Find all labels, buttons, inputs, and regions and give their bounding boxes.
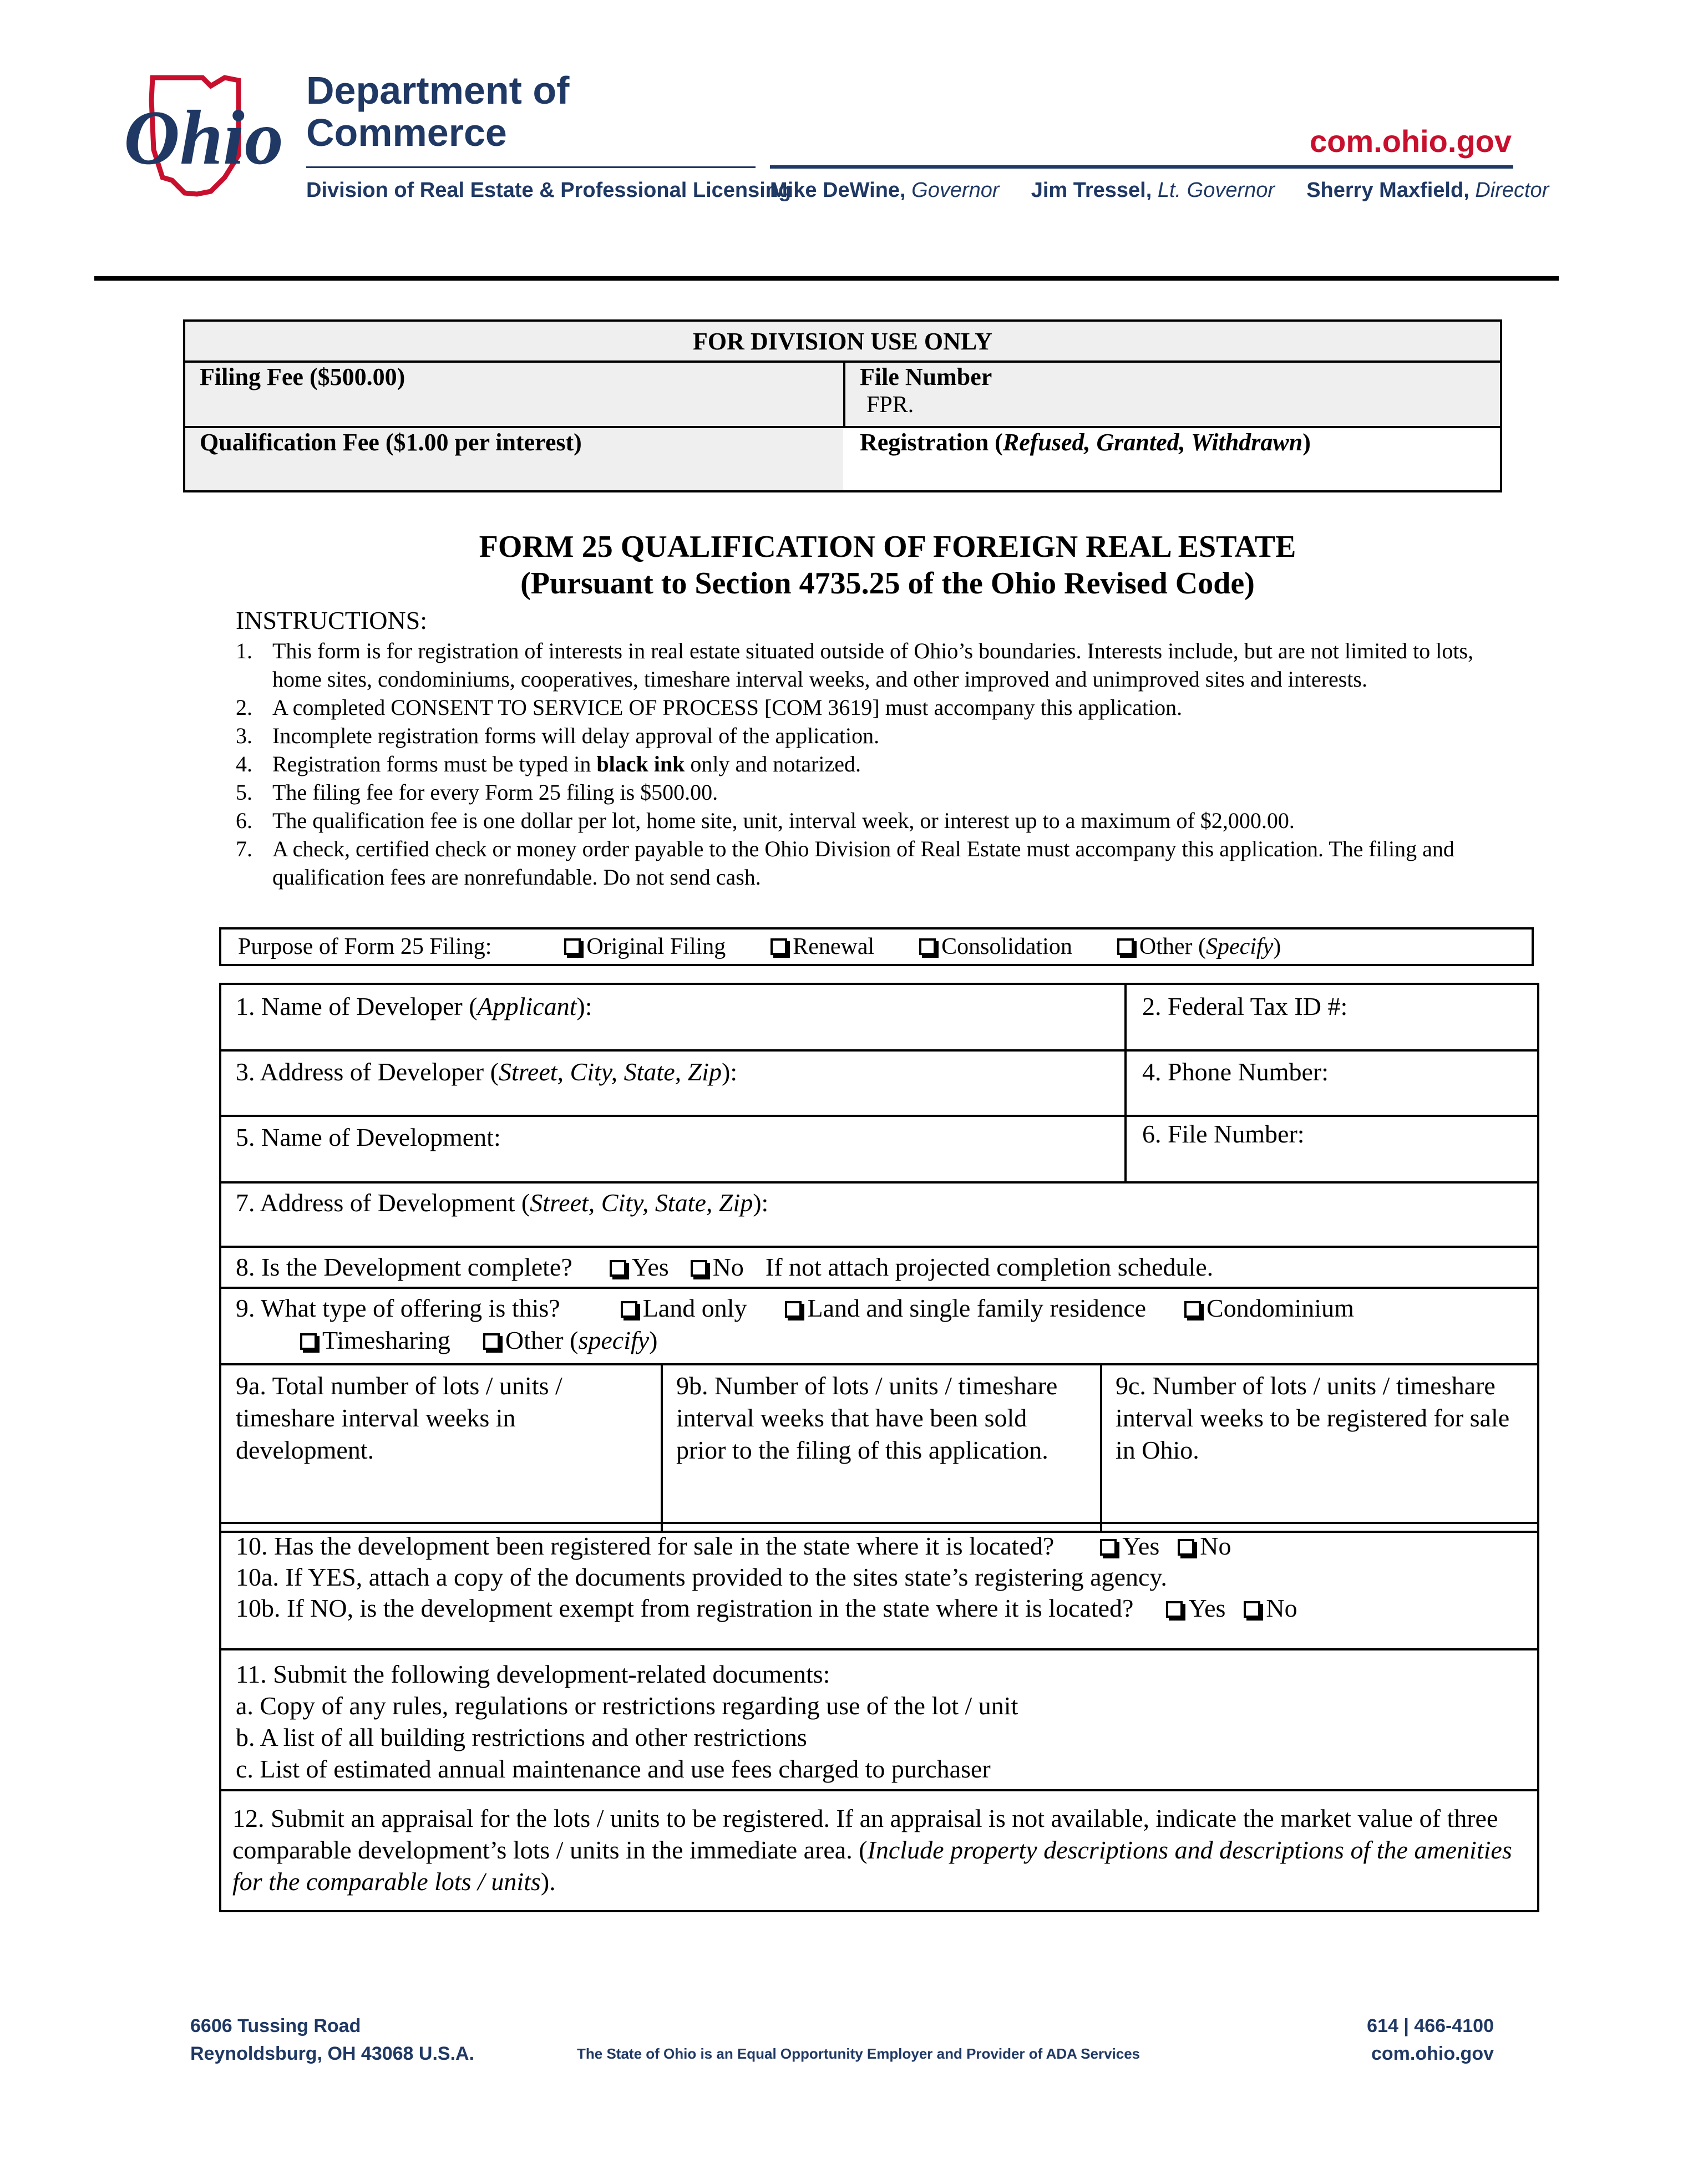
document-item: a. Copy of any rules, regulations or restrictions regarding use of the lot / unit: [236, 1692, 1018, 1720]
division-use-title: FOR DIVISION USE ONLY: [693, 328, 992, 355]
purpose-label: Purpose of Form 25 Filing:: [238, 934, 492, 959]
dept-name-line2: Commerce: [306, 111, 507, 154]
instructions-heading: INSTRUCTIONS:: [236, 606, 428, 634]
offering-other-checkbox[interactable]: Other (specify): [483, 1326, 658, 1354]
instruction-item: 4. Registration forms must be typed in black ink only and notarized.: [236, 751, 861, 776]
exempt-yes-checkbox[interactable]: Yes: [1166, 1594, 1225, 1622]
total-lots-field[interactable]: 9a. Total number of lots / units / timeshare interval weeks in development.: [236, 1372, 562, 1464]
director-name: Sherry Maxfield,: [1306, 179, 1469, 202]
instructions-list: [236, 637, 1514, 891]
header-rule-left: [306, 166, 756, 168]
registered-yes-checkbox[interactable]: Yes: [1100, 1532, 1159, 1560]
header-divider: [94, 276, 1559, 281]
exempt-question: 10b. If NO, is the development exempt from registration in the state where it is located?: [236, 1594, 1134, 1622]
purpose-row: [219, 927, 1534, 966]
dept-name-line1: Department of: [306, 69, 570, 112]
header-rule-right: [770, 165, 1513, 169]
document-item: b. A list of all building restrictions and other restrictions: [236, 1723, 807, 1751]
division-name: Division of Real Estate & Professional Licensing: [306, 179, 792, 202]
ohio-logo: [119, 67, 286, 200]
file-number-value[interactable]: FPR.: [866, 392, 914, 418]
governor-title: Governor: [911, 179, 1000, 202]
division-use-table: [183, 319, 1502, 492]
footer-website[interactable]: com.ohio.gov: [1371, 2043, 1494, 2064]
complete-yes-checkbox[interactable]: Yes: [610, 1253, 669, 1281]
development-address-field[interactable]: 7. Address of Development (Street, City, State, Zip):: [236, 1188, 769, 1217]
instruction-item: 1. This form is for registration of interests in real estate situated outside of Ohio’s boundaries. Interests include, but are not limited to lots, home sites, condominiums, cooperatives, timeshare interval weeks, and other improved and unimproved sites and interests.: [236, 638, 1474, 692]
instruction-item: 5. The filing fee for every Form 25 filing is $500.00.: [236, 780, 718, 805]
lot-counts-row: [219, 1363, 1539, 1533]
state-registration-question: 10. Has the development been registered for sale in the state where it is located?: [236, 1532, 1055, 1560]
header-website[interactable]: com.ohio.gov: [1310, 124, 1512, 159]
offering-condominium-checkbox[interactable]: Condominium: [1184, 1294, 1354, 1322]
registration-label: Registration (Refused, Granted, Withdrawn): [860, 429, 1311, 456]
file-number-field[interactable]: 6. File Number:: [1142, 1120, 1305, 1148]
development-complete-question: 8. Is the Development complete?: [236, 1253, 572, 1281]
footer-address-line1: 6606 Tussing Road: [190, 2015, 361, 2036]
file-number-label: File Number: [860, 363, 992, 390]
developer-address-field[interactable]: 3. Address of Developer (Street, City, State, Zip):: [236, 1058, 738, 1086]
governor-name: Mike DeWine,: [770, 179, 906, 202]
completion-note: If not attach projected completion schedule.: [765, 1253, 1214, 1281]
lt-governor-title: Lt. Governor: [1157, 179, 1275, 202]
svg-text:Ohio: Ohio: [124, 95, 283, 181]
documents-row: [219, 1648, 1539, 1791]
purpose-renewal-checkbox[interactable]: Renewal: [771, 934, 874, 959]
offering-timesharing-checkbox[interactable]: Timesharing: [300, 1326, 450, 1354]
registered-no-checkbox[interactable]: No: [1178, 1532, 1231, 1560]
instruction-item: 3. Incomplete registration forms will delay approval of the application.: [236, 723, 880, 748]
instruction-item: 2. A completed CONSENT TO SERVICE OF PROCESS [COM 3619] must accompany this application.: [236, 695, 1183, 720]
footer-phone[interactable]: 614 | 466-4100: [1367, 2015, 1494, 2036]
appraisal-row: [219, 1789, 1539, 1912]
filing-fee-label: Filing Fee ($500.00): [200, 363, 405, 390]
purpose-other-checkbox[interactable]: Other (Specify): [1117, 934, 1281, 959]
document-item: c. List of estimated annual maintenance and use fees charged to purchaser: [236, 1755, 991, 1783]
development-complete-row: [219, 1246, 1539, 1289]
instruction-item: 6. The qualification fee is one dollar per lot, home site, unit, interval week, or interest up to a maximum of $2,000.00.: [236, 808, 1295, 833]
footer-address-line2: Reynoldsburg, OH 43068 U.S.A.: [190, 2043, 475, 2064]
offering-land-checkbox[interactable]: Land only: [621, 1294, 747, 1322]
fields-table: [219, 983, 1539, 1248]
purpose-original-checkbox[interactable]: Original Filing: [564, 934, 726, 959]
complete-no-checkbox[interactable]: No: [691, 1253, 744, 1281]
ohio-registered-lots-field[interactable]: 9c. Number of lots / units / timeshare interval weeks to be registered for sale in Ohio.: [1116, 1372, 1510, 1464]
federal-tax-id-field[interactable]: 2. Federal Tax ID #:: [1142, 992, 1348, 1020]
offering-type-row: [219, 1287, 1539, 1365]
form-subtitle: (Pursuant to Section 4735.25 of the Ohio Revised Code): [520, 566, 1255, 601]
appraisal-instruction: 12. Submit an appraisal for the lots / units to be registered. If an appraisal is not available, indicate the market value of three comparable development’s lots / units in the immediate area. (Include property descriptions and descriptions of the amenities for the comparable lots / units).: [232, 1804, 1512, 1896]
director-title: Director: [1475, 179, 1549, 202]
offering-land-residence-checkbox[interactable]: Land and single family residence: [785, 1294, 1146, 1322]
registration-yes-note: 10a. If YES, attach a copy of the documents provided to the sites state’s registering agency.: [236, 1563, 1167, 1591]
state-registration-row: [219, 1522, 1539, 1650]
form-title: FORM 25 QUALIFICATION OF FOREIGN REAL ESTATE: [479, 530, 1296, 564]
offering-type-question: 9. What type of offering is this?: [236, 1294, 560, 1322]
documents-heading: 11. Submit the following development-related documents:: [236, 1660, 830, 1688]
purpose-consolidation-checkbox[interactable]: Consolidation: [919, 934, 1072, 959]
phone-number-field[interactable]: 4. Phone Number:: [1142, 1058, 1329, 1086]
developer-name-field[interactable]: 1. Name of Developer (Applicant):: [236, 992, 592, 1020]
instruction-item: 7. A check, certified check or money order payable to the Ohio Division of Real Estate must accompany this application. The filing and qualification fees are nonrefundable. Do not send cash.: [236, 836, 1454, 890]
sold-lots-field[interactable]: 9b. Number of lots / units / timeshare interval weeks that have been sold prior to the filing of this application.: [676, 1372, 1058, 1464]
development-name-field[interactable]: 5. Name of Development:: [236, 1123, 501, 1151]
footer-equal-opportunity: The State of Ohio is an Equal Opportunity Employer and Provider of ADA Services: [577, 2045, 1140, 2062]
qualification-fee-label: Qualification Fee ($1.00 per interest): [200, 429, 582, 456]
exempt-no-checkbox[interactable]: No: [1244, 1594, 1297, 1622]
lt-governor-name: Jim Tressel,: [1031, 179, 1152, 202]
